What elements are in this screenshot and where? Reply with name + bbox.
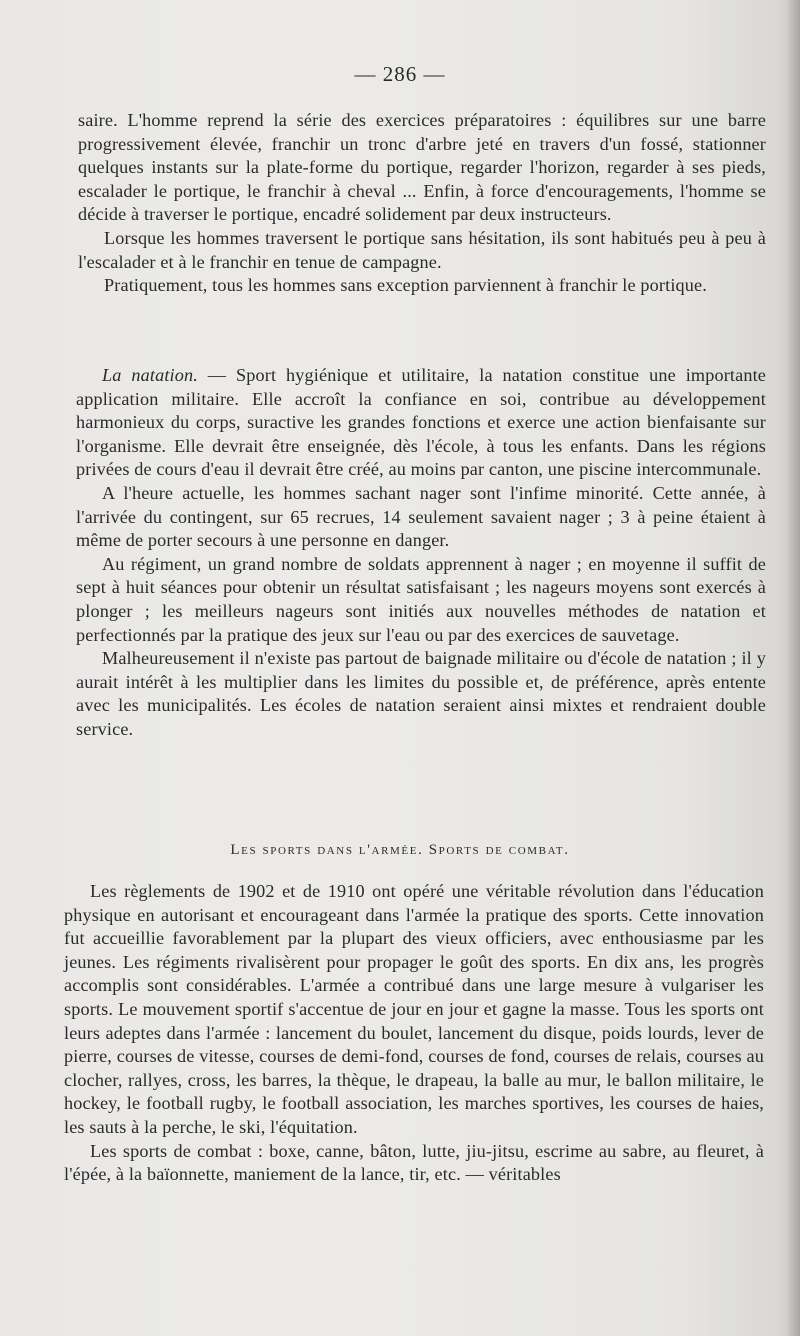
page-number: — 286 — bbox=[354, 62, 446, 86]
page-edge-shadow bbox=[786, 0, 800, 1336]
section-title: La natation. bbox=[102, 365, 198, 385]
paragraph: Au régiment, un grand nombre de soldats apprennent à nager ; en moyenne il suffit de sept à huit séances pour obtenir un résultat satisfaisant ; les nageurs moyens sont exercés à plonger ; les meilleurs nageurs sont initiés aux nouvelles méthodes de natation et perfectionnés par la pratique des jeux sur l'eau ou par des exercices de sauvetage. bbox=[76, 553, 766, 645]
paragraph: saire. L'homme reprend la série des exercices préparatoires : équilibres sur une barre progressivement élevée, franchir un tronc d'arbre jeté en travers d'un fossé, stationner quelques instants sur la plate-forme du portique, regarder l'horizon, regarder à ses pieds, escalader le portique, le franchir à cheval ... Enfin, à force d'encouragements, l'homme se décide à traverser le portique, encadré solidement par deux instructeurs. bbox=[78, 110, 766, 225]
section-sports bbox=[64, 880, 764, 1187]
paragraph: Malheureusement il n'existe pas partout de baignade militaire ou d'école de natation ; il y aurait intérêt à les multiplier dans les limites du possible et, de préférence, après entente avec les municipalités. Les écoles de natation seraient ainsi mixtes et rendraient double service. bbox=[76, 648, 766, 739]
paragraph bbox=[76, 364, 766, 482]
section-portique bbox=[78, 109, 766, 298]
section-heading: Les sports dans l'armée. Sports de combat. bbox=[230, 842, 570, 858]
paragraph: Pratiquement, tous les hommes sans exception parviennent à franchir le portique. bbox=[104, 275, 707, 296]
paragraph: Les règlements de 1902 et de 1910 ont opéré une véritable révolution dans l'éducation physique en autorisant et encourageant dans l'armée la pratique des sports. Cette innovation fut accueillie favorablement par la plupart des vieux officiers, avec enthousiasme par les jeunes. Les régiments rivalisèrent pour propager le goût des sports. En dix ans, les progrès accomplis sont considérables. L'armée a contribué dans une large mesure à vulgariser les sports. Le mouvement sportif s'accentue de jour en jour et gagne la masse. Tous les sports ont leurs adeptes dans l'armée : lancement du boulet, lancement du disque, poids lourds, lever de pierre, courses de vitesse, courses de demi-fond, courses de fond, courses de relais, courses au clocher, rallyes, cross, les barres, la thèque, le drapeau, la balle au mur, le ballon militaire, le hockey, le football rugby, le football association, les marches sportives, les courses de haies, les sauts à la perche, le ski, l'équitation. bbox=[64, 881, 764, 1137]
paragraph-text: — Sport hygiénique et utilitaire, la natation constitue une importante application militaire. Elle accroît la confiance en soi, contribue au développement harmonieux du corps, suractive les grandes fonctions et exerce une action bienfaisante sur l'organisme. Elle devrait être enseignée, dès l'école, à tous les enfants. Dans les régions privées de cours d'eau il devrait être créé, au moins par canton, une piscine intercommunale. bbox=[76, 365, 766, 480]
section-natation bbox=[76, 364, 766, 742]
paragraph: A l'heure actuelle, les hommes sachant nager sont l'infime minorité. Cette année, à l'arrivée du contingent, sur 65 recrues, 14 seulement savaient nager ; 3 à peine étaient à même de porter secours à une personne en danger. bbox=[76, 482, 766, 551]
paragraph: Lorsque les hommes traversent le portique sans hésitation, ils sont habitués peu à peu à l'escalader et à le franchir en tenue de campagne. bbox=[78, 227, 766, 272]
paragraph: Les sports de combat : boxe, canne, bâton, lutte, jiu-jitsu, escrime au sabre, au fleuret, à l'épée, à la baïonnette, maniement de la lance, tir, etc. — véritables bbox=[64, 1140, 764, 1185]
